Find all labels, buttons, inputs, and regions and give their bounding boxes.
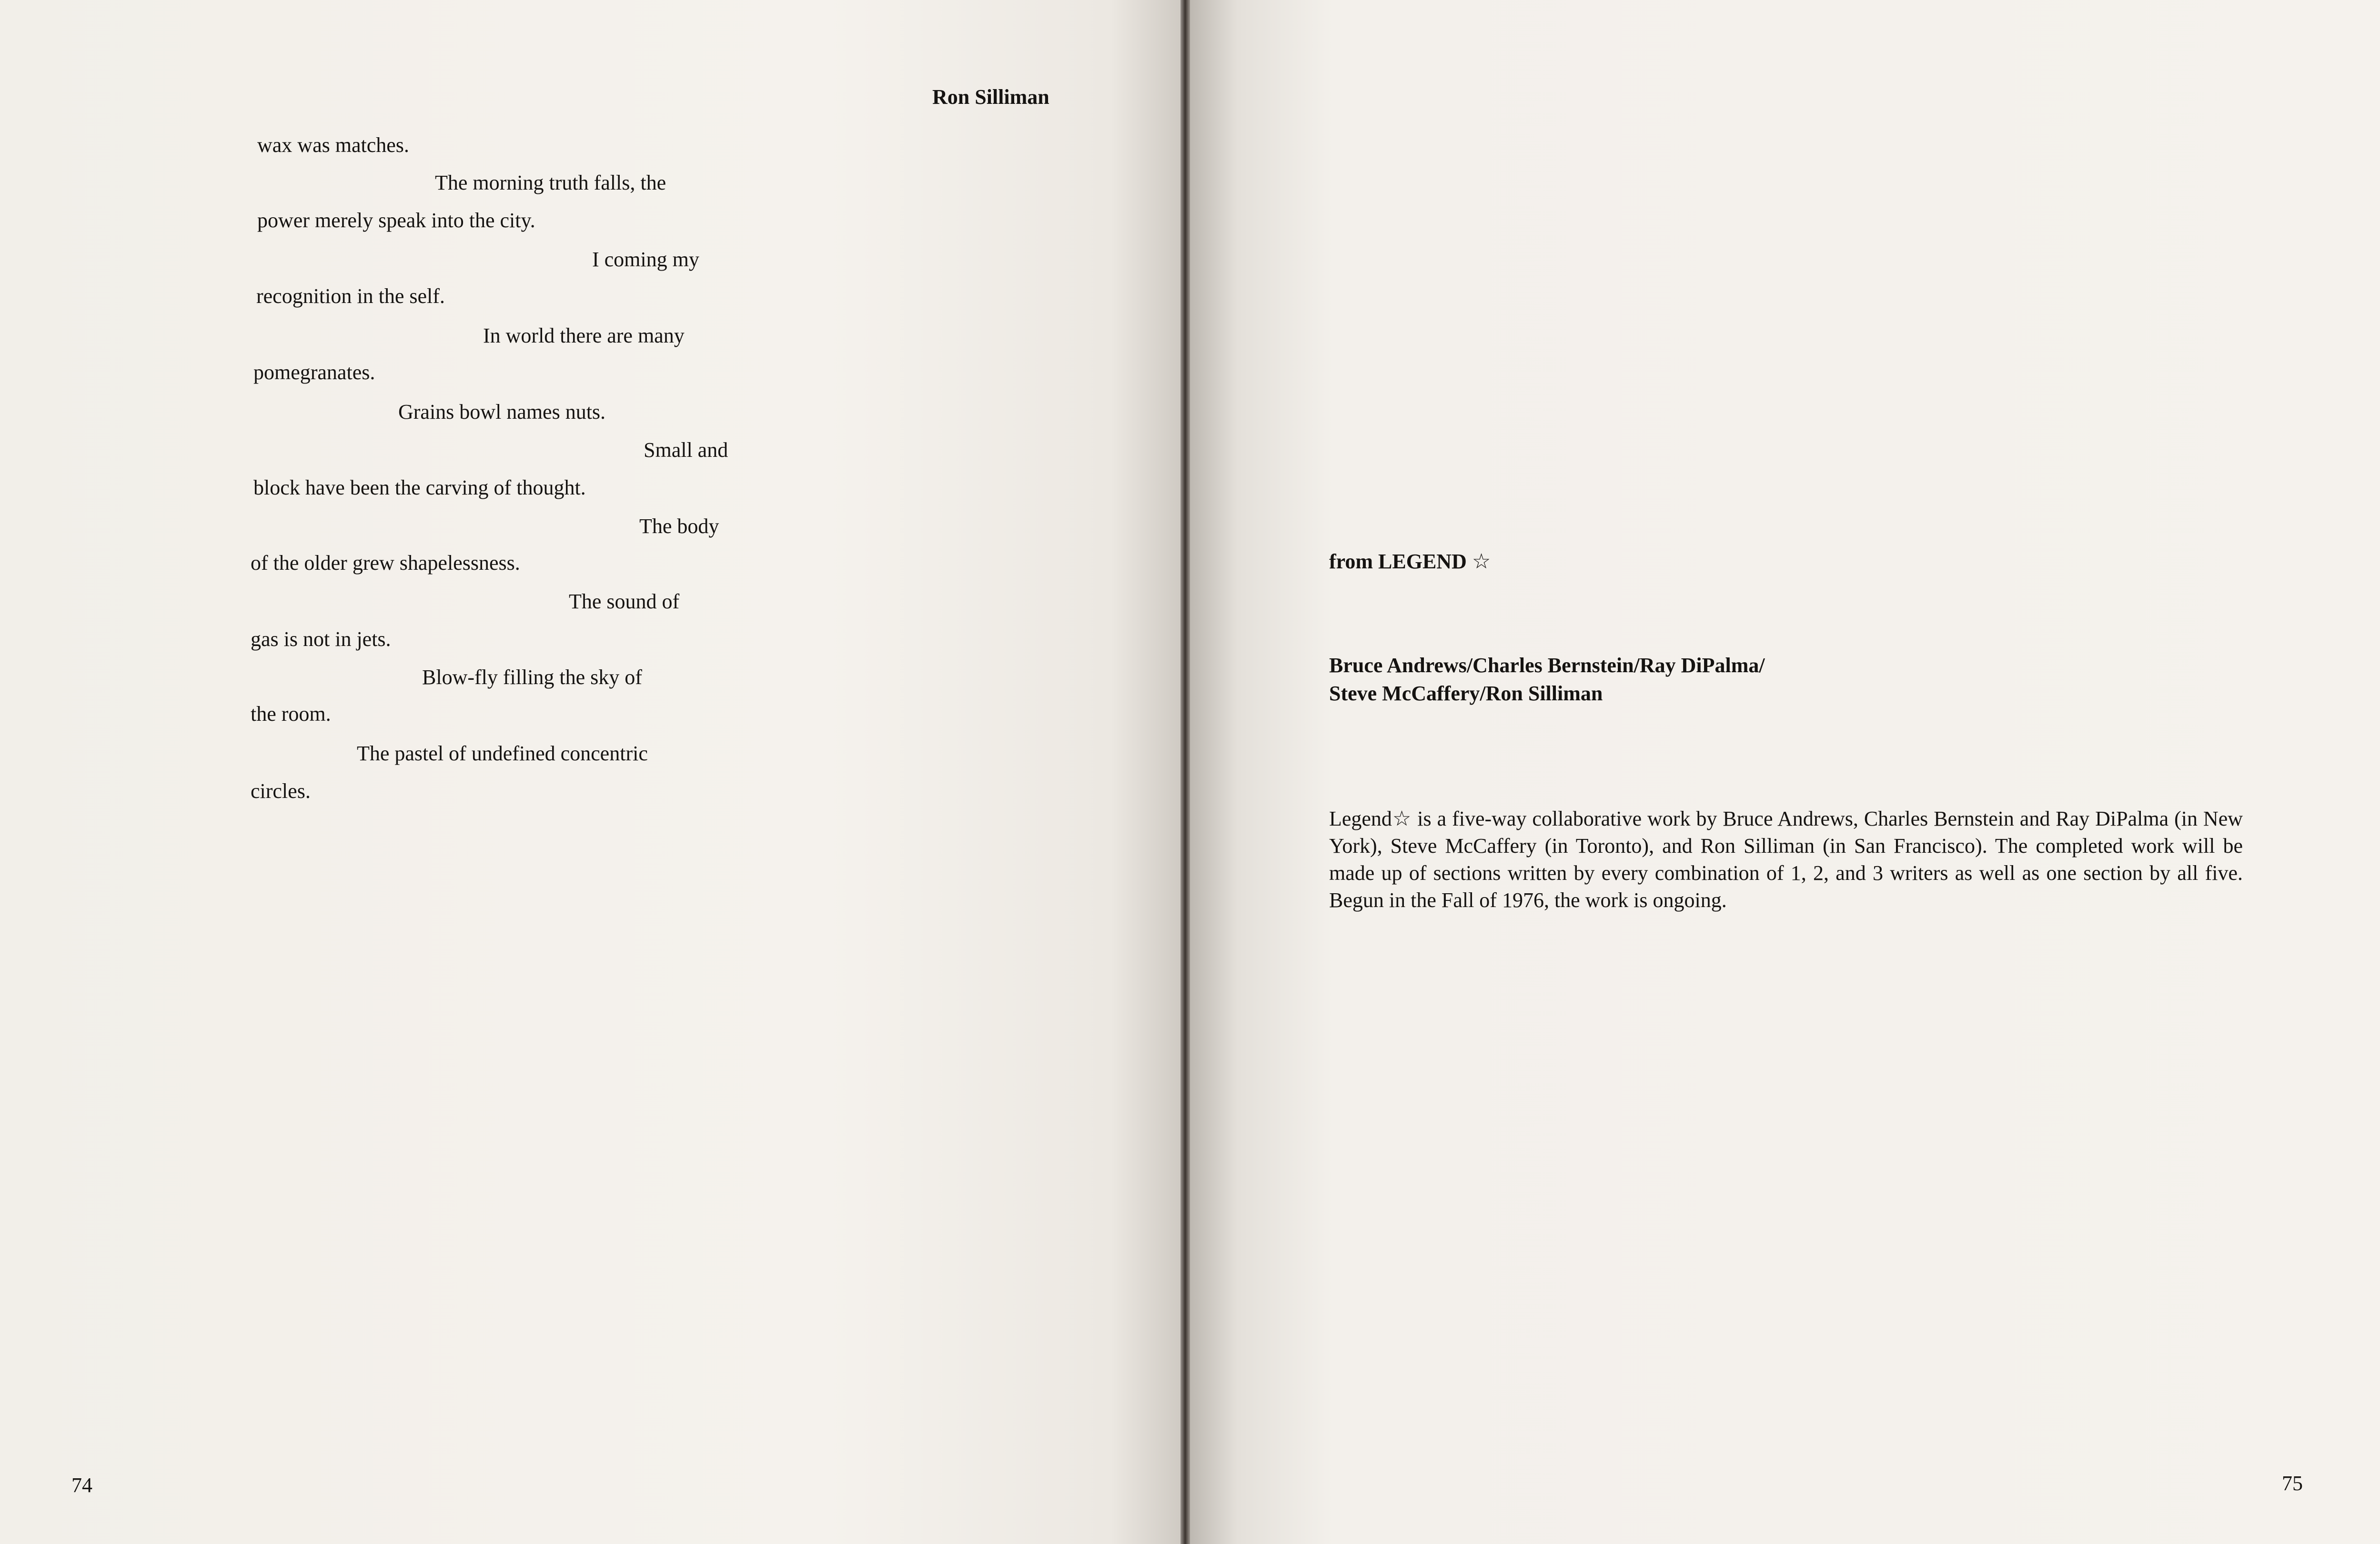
- intro-text: is a five-way collaborative work by Bruce Andrews, Charles Bernstein and Ray DiPalma (in New York), Steve McCaffery (in Toronto), and Ron Silliman (in San Francisco). The completed work will be made up of sections written by every combination of 1, 2, and 3 writers as well as one section by all five. Begun in the Fall of 1976, the work is ongoing.: [1329, 807, 2243, 912]
- page-number-right: 75: [2282, 1472, 2303, 1495]
- poem-line: Small and: [644, 438, 728, 462]
- running-head: Ron Silliman: [932, 85, 1049, 109]
- section-title-text: from LEGEND: [1329, 550, 1467, 573]
- poem-line: The morning truth falls, the: [435, 171, 666, 194]
- poem-line: block have been the carving of thought.: [253, 476, 586, 499]
- poem-line: wax was matches.: [257, 133, 409, 157]
- intro-paragraph: [1329, 805, 2243, 914]
- page-number-left: 74: [71, 1473, 92, 1497]
- poem-line: circles.: [251, 779, 311, 803]
- section-title: [1329, 551, 1491, 572]
- poem-line: the room.: [251, 702, 331, 726]
- authors-line-2: Steve McCaffery/Ron Silliman: [1329, 682, 1603, 705]
- poem-line: I coming my: [592, 248, 699, 271]
- poem-line: pomegranates.: [253, 361, 375, 384]
- poem-line: gas is not in jets.: [251, 627, 391, 651]
- poem-line: In world there are many: [483, 324, 685, 347]
- right-page: [1190, 0, 2380, 1544]
- left-page: [0, 0, 1181, 1544]
- poem-line: Blow-fly filling the sky of: [422, 666, 642, 689]
- poem-line: The body: [639, 515, 719, 538]
- poem-line: The pastel of undefined concentric: [357, 742, 648, 765]
- star-icon: ☆: [1392, 807, 1412, 830]
- authors-line-1: Bruce Andrews/Charles Bernstein/Ray DiPalma/: [1329, 654, 1765, 677]
- poem-line: of the older grew shapelessness.: [251, 551, 520, 575]
- poem-line: power merely speak into the city.: [257, 209, 535, 232]
- book-gutter: [1180, 0, 1191, 1544]
- poem-line: recognition in the self.: [256, 284, 445, 308]
- poem-line: Grains bowl names nuts.: [398, 400, 606, 424]
- star-icon: ☆: [1472, 550, 1491, 573]
- poem-line: The sound of: [569, 590, 680, 613]
- intro-title: Legend: [1329, 807, 1392, 830]
